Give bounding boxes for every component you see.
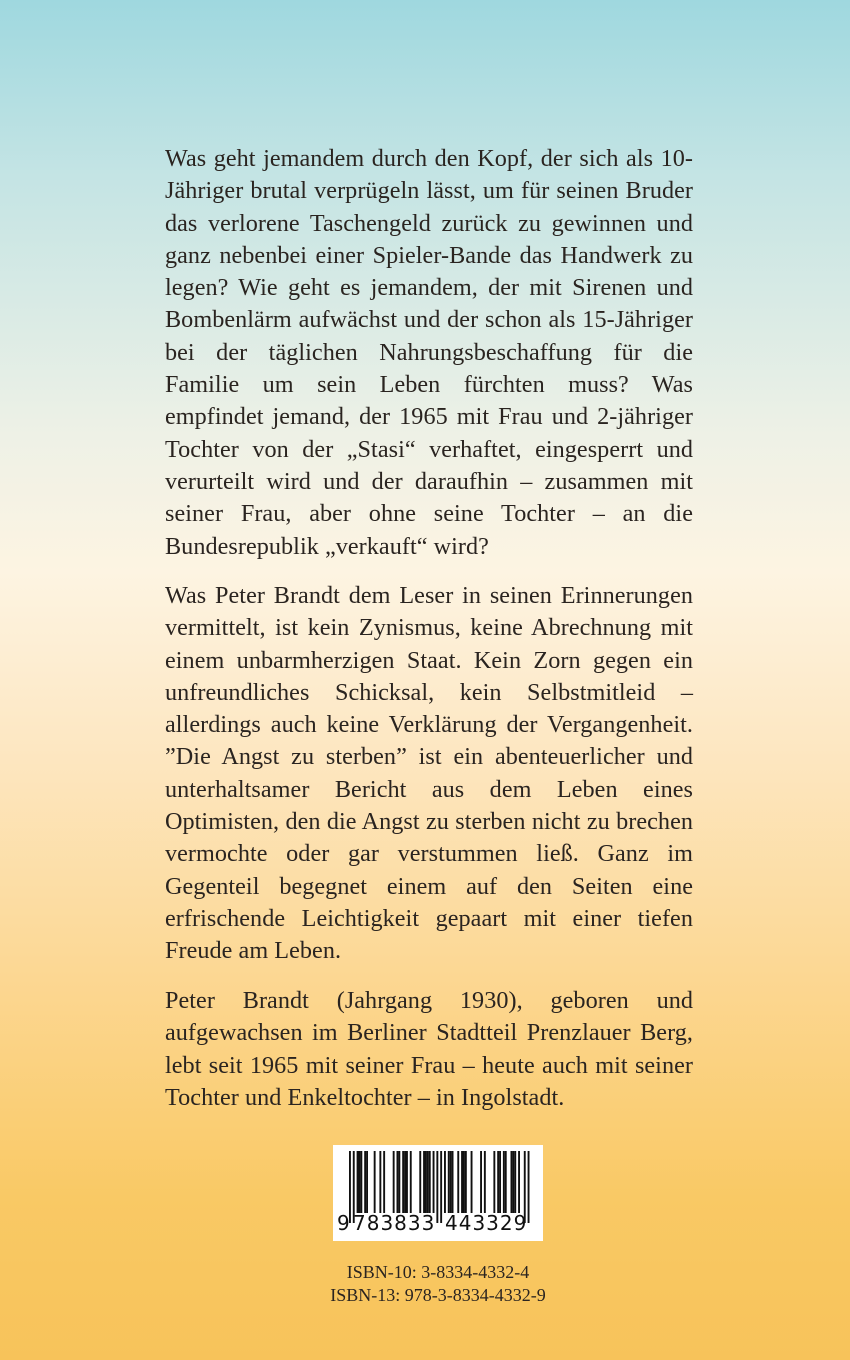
barcode-bar: [379, 1151, 381, 1213]
barcode-bar: [511, 1151, 513, 1213]
barcode-bar: [452, 1151, 454, 1213]
barcode-bar: [364, 1151, 366, 1213]
isbn-13-label: ISBN-13: 978-3-8334-4332-9: [330, 1285, 546, 1305]
barcode-bar: [457, 1151, 459, 1213]
barcode-bar: [425, 1151, 427, 1213]
barcode-bar: [393, 1151, 395, 1213]
barcode-bar: [493, 1151, 495, 1213]
barcode-bar: [429, 1151, 431, 1213]
blurb-paragraph-intro: Was geht jemandem durch den Kopf, der sich als 10-Jähriger brutal verprügeln lässt, um für seinen Bruder das verlorene Taschengeld zurück zu gewinnen und ganz nebenbei einer Spieler-Bande das Handwerk zu legen? Wie geht es jemandem, der mit Sirenen und Bombenlärm aufwächst und der schon als 15-Jähriger bei der täglichen Nahrungsbeschaffung für die Familie um sein Leben fürchten muss? Was empfindet jemand, der 1965 mit Frau und 2-jähriger Tochter von der „Stasi“ verhaftet, eingesperrt und verurteilt wird und der daraufhin – zusammen mit seiner Frau, aber ohne seine Tochter – an die Bundesrepublik „verkauft“ wird?: [165, 145, 693, 560]
barcode-bar: [497, 1151, 499, 1213]
barcode-bar: [480, 1151, 482, 1213]
barcode-guard-bar: [436, 1151, 438, 1223]
barcode-bar: [505, 1151, 507, 1213]
blurb-paragraph-author-bio: Peter Brandt (Jahrgang 1930), geboren und aufgewachsen im Berliner Stadtteil Prenzlauer Berg, lebt seit 1965 mit seiner Frau – heute auch mit seiner Tochter und Enkeltochter – in Ingolstadt.: [165, 987, 693, 1111]
barcode-bar: [448, 1151, 450, 1213]
barcode-bar: [359, 1151, 361, 1213]
barcode-bar: [461, 1151, 463, 1213]
barcode-bar: [406, 1151, 408, 1213]
barcode-bar: [360, 1151, 362, 1213]
barcode-guard-bar: [440, 1151, 442, 1223]
barcode-bar: [499, 1151, 501, 1213]
barcode-bar: [471, 1151, 473, 1213]
barcode-bar: [444, 1151, 446, 1213]
barcode-bar: [433, 1151, 435, 1213]
barcode-right-group: 443329: [445, 1211, 528, 1235]
barcode-bar: [419, 1151, 421, 1213]
barcode-bar: [402, 1151, 404, 1213]
barcode-bar: [463, 1151, 465, 1213]
barcode-lead-digit: 9: [337, 1211, 351, 1235]
barcode-bar: [465, 1151, 467, 1213]
barcode-bar: [450, 1151, 452, 1213]
barcode-bar: [404, 1151, 406, 1213]
barcode-left-group: 783833: [353, 1211, 436, 1235]
barcode-bar: [398, 1151, 400, 1213]
barcode-bar: [410, 1151, 412, 1213]
barcode-bar: [514, 1151, 516, 1213]
barcode-bar: [423, 1151, 425, 1213]
barcode-bar: [397, 1151, 399, 1213]
barcode-bar: [374, 1151, 376, 1213]
barcode-bar: [383, 1151, 385, 1213]
barcode-bar: [518, 1151, 520, 1213]
blurb-paragraph-summary: Was Peter Brandt dem Leser in seinen Erinnerungen vermittelt, ist kein Zynismus, keine Abrechnung mit einem unbarmherzigen Staat. Kein Zorn gegen ein unfreundliches Schicksal, kein Selbstmitleid – allerdings auch keine Verklärung der Vergangenheit. ”Die Angst zu sterben” ist ein abenteuerlicher und unterhaltsamer Bericht aus dem Leben eines Optimisten, den die Angst zu sterben nicht zu brechen vermochte oder gar verstummen ließ. Ganz im Gegenteil begegnet einem auf den Seiten eine erfrischende Leichtigkeit gepaart mit einer tiefen Freude am Leben.: [165, 582, 693, 965]
barcode-bar: [484, 1151, 486, 1213]
isbn-barcode: [333, 1145, 543, 1241]
barcode-bar: [512, 1151, 514, 1213]
barcode-bar: [366, 1151, 368, 1213]
isbn-10-label: ISBN-10: 3-8334-4332-4: [346, 1262, 530, 1282]
barcode-bar: [503, 1151, 505, 1213]
barcode-bar: [357, 1151, 359, 1213]
barcode-guard-bar: [528, 1151, 530, 1223]
barcode-bar: [427, 1151, 429, 1213]
